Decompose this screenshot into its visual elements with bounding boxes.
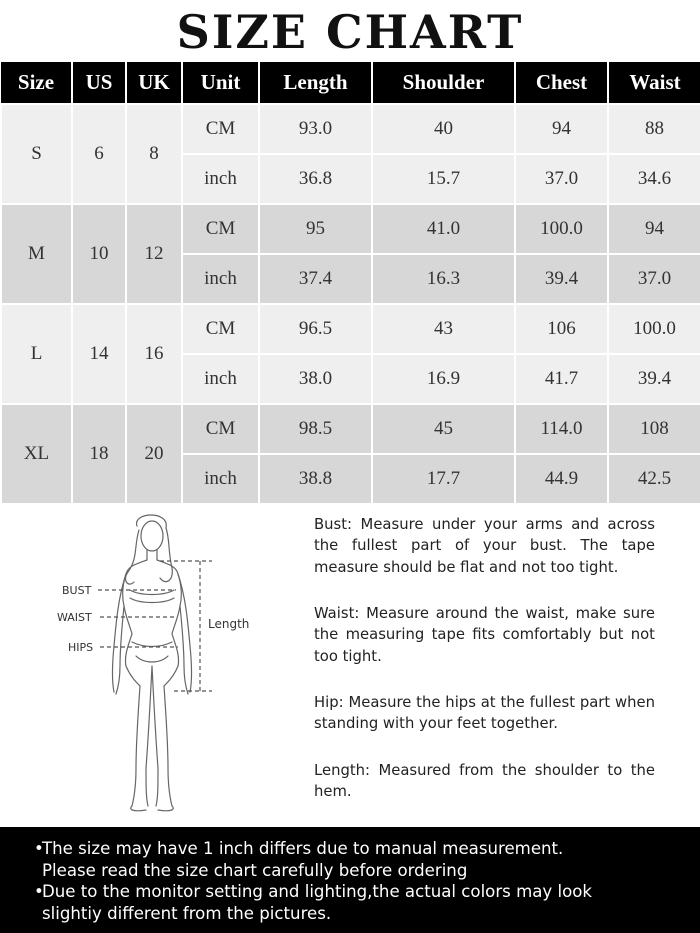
waist-label: WAIST bbox=[57, 611, 92, 624]
length-cell: 96.5 bbox=[259, 304, 372, 354]
shoulder-cell: 15.7 bbox=[372, 154, 515, 204]
shoulder-cell: 16.3 bbox=[372, 254, 515, 304]
length-cell: 36.8 bbox=[259, 154, 372, 204]
us-cell: 6 bbox=[72, 104, 126, 204]
chest-cell: 39.4 bbox=[515, 254, 608, 304]
chest-cell: 44.9 bbox=[515, 454, 608, 504]
table-row bbox=[1, 404, 700, 454]
size-cell: M bbox=[1, 204, 72, 304]
bullet-icon: • bbox=[34, 882, 44, 901]
shoulder-cell: 41.0 bbox=[372, 204, 515, 254]
chest-cell: 100.0 bbox=[515, 204, 608, 254]
header-waist: Waist bbox=[608, 62, 700, 104]
header-chest: Chest bbox=[515, 62, 608, 104]
unit-cell: CM bbox=[182, 404, 259, 454]
shoulder-cell: 43 bbox=[372, 304, 515, 354]
length-cell: 38.0 bbox=[259, 354, 372, 404]
page-title: SIZE CHART bbox=[176, 5, 524, 59]
waist-description: Waist: Measure around the waist, make sure the measuring tape fits comfortably but not too tight. bbox=[314, 605, 655, 665]
header-uk: UK bbox=[126, 62, 182, 104]
figure-left-arm bbox=[113, 574, 127, 694]
footer-note-line: slightiy different from the pictures. bbox=[42, 903, 332, 923]
length-label: Length bbox=[208, 617, 250, 631]
uk-cell: 8 bbox=[126, 104, 182, 204]
figure-head bbox=[141, 521, 163, 551]
unit-cell: CM bbox=[182, 304, 259, 354]
footer-note-line: Please read the size chart carefully before ordering bbox=[42, 860, 468, 880]
waist-cell: 39.4 bbox=[608, 354, 700, 404]
length-cell: 95 bbox=[259, 204, 372, 254]
us-cell: 10 bbox=[72, 204, 126, 304]
waist-cell: 42.5 bbox=[608, 454, 700, 504]
waist-cell: 94 bbox=[608, 204, 700, 254]
hip-description: Hip: Measure the hips at the fullest part when standing with your feet together. bbox=[314, 694, 655, 733]
unit-cell: inch bbox=[182, 454, 259, 504]
us-cell: 18 bbox=[72, 404, 126, 504]
unit-cell: CM bbox=[182, 204, 259, 254]
chest-cell: 94 bbox=[515, 104, 608, 154]
length-cell: 93.0 bbox=[259, 104, 372, 154]
header-size: Size bbox=[1, 62, 72, 104]
hips-label: HIPS bbox=[68, 641, 94, 654]
uk-cell: 20 bbox=[126, 404, 182, 504]
bust-description: Bust: Measure under your arms and across the fullest part of your bust. The tape measure should be flat and not too tight. bbox=[314, 516, 655, 576]
footer-note-line: Due to the monitor setting and lighting,the actual colors may look bbox=[42, 882, 593, 901]
waist-cell: 88 bbox=[608, 104, 700, 154]
waist-cell: 100.0 bbox=[608, 304, 700, 354]
length-cell: 38.8 bbox=[259, 454, 372, 504]
figure-right-arm bbox=[178, 574, 192, 694]
table-row bbox=[1, 204, 700, 254]
footer-note-1 bbox=[34, 838, 682, 881]
uk-cell: 12 bbox=[126, 204, 182, 304]
body-measurement-figure bbox=[0, 506, 300, 826]
us-cell: 14 bbox=[72, 304, 126, 404]
figure-hair bbox=[126, 515, 173, 584]
footer-note-2 bbox=[34, 881, 682, 924]
shoulder-cell: 45 bbox=[372, 404, 515, 454]
size-cell: S bbox=[1, 104, 72, 204]
figure-legs bbox=[132, 666, 172, 806]
chest-cell: 106 bbox=[515, 304, 608, 354]
waist-cell: 108 bbox=[608, 404, 700, 454]
size-cell: L bbox=[1, 304, 72, 404]
header-shoulder: Shoulder bbox=[372, 62, 515, 104]
length-cell: 98.5 bbox=[259, 404, 372, 454]
size-cell: XL bbox=[1, 404, 72, 504]
shoulder-cell: 40 bbox=[372, 104, 515, 154]
unit-cell: inch bbox=[182, 354, 259, 404]
bullet-icon: • bbox=[34, 839, 44, 858]
uk-cell: 16 bbox=[126, 304, 182, 404]
header-length: Length bbox=[259, 62, 372, 104]
size-table bbox=[0, 62, 700, 505]
waist-cell: 37.0 bbox=[608, 254, 700, 304]
table-header-row bbox=[1, 62, 700, 104]
length-description: Length: Measured from the shoulder to the hem. bbox=[314, 762, 655, 801]
header-unit: Unit bbox=[182, 62, 259, 104]
length-cell: 37.4 bbox=[259, 254, 372, 304]
shoulder-cell: 16.9 bbox=[372, 354, 515, 404]
bust-label: BUST bbox=[62, 584, 92, 597]
table-row bbox=[1, 304, 700, 354]
unit-cell: inch bbox=[182, 154, 259, 204]
unit-cell: CM bbox=[182, 104, 259, 154]
footer-notes bbox=[0, 827, 700, 933]
shoulder-cell: 17.7 bbox=[372, 454, 515, 504]
table-row bbox=[1, 104, 700, 154]
header-us: US bbox=[72, 62, 126, 104]
waist-cell: 34.6 bbox=[608, 154, 700, 204]
chest-cell: 114.0 bbox=[515, 404, 608, 454]
chest-cell: 41.7 bbox=[515, 354, 608, 404]
chest-cell: 37.0 bbox=[515, 154, 608, 204]
footer-note-line: The size may have 1 inch differs due to manual measurement. bbox=[42, 839, 564, 858]
unit-cell: inch bbox=[182, 254, 259, 304]
